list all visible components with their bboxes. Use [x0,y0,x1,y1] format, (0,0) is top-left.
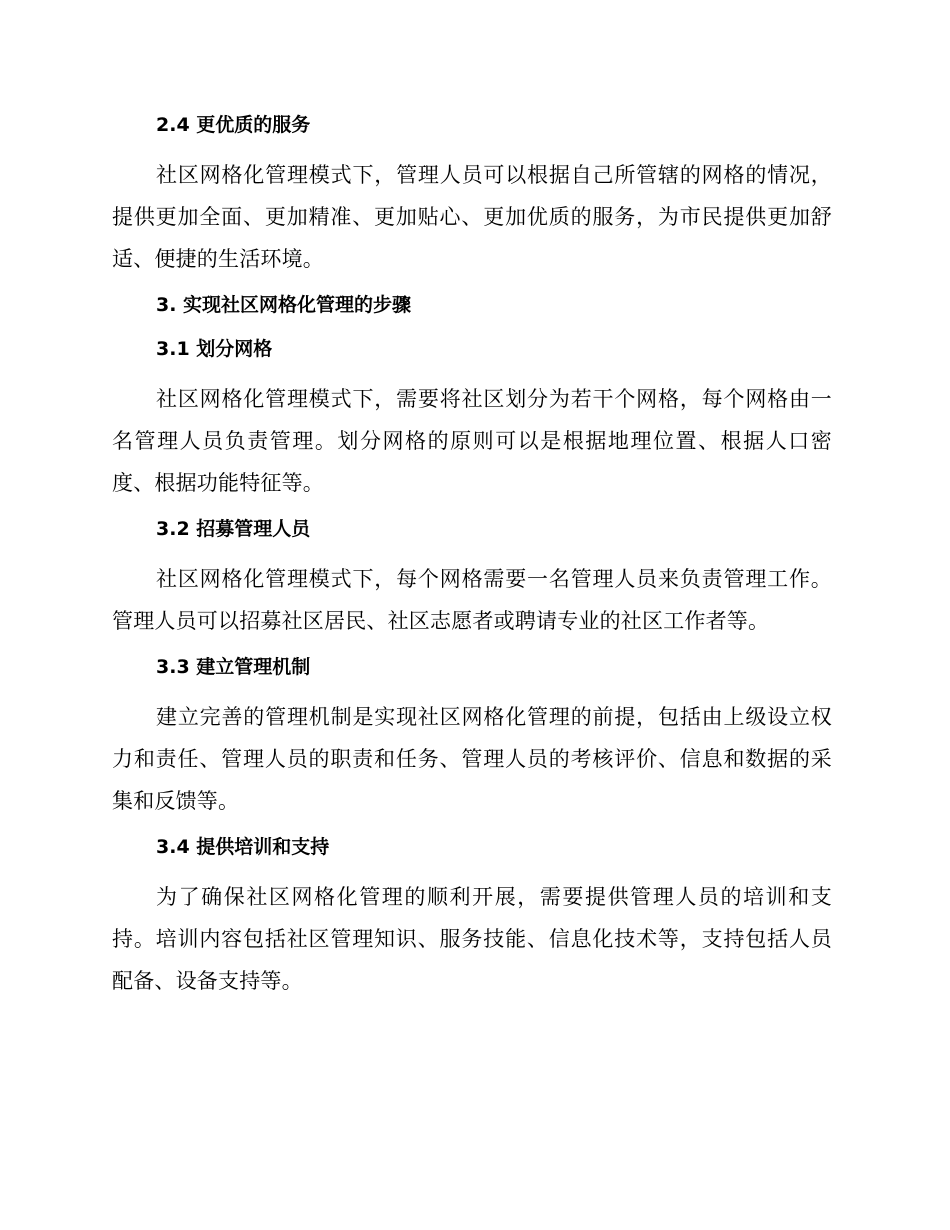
section-heading-3-3: 3.3 建立管理机制 [156,656,311,678]
section-paragraph-2-4: 社区网格化管理模式下，管理人员可以根据自己所管辖的网格的情况，提供更加全面、更加精准、更加贴心、更加优质的服务，为市民提供更加舒适、便捷的生活环境。 [112,163,832,271]
section-paragraph-3-4: 为了确保社区网格化管理的顺利开展，需要提供管理人员的培训和支持。培训内容包括社区管理知识、服务技能、信息化技术等，支持包括人员配备、设备支持等。 [112,885,832,993]
document-page [112,110,832,1002]
section-heading-3-1: 3.1 划分网格 [156,338,273,360]
section-heading-3-4: 3.4 提供培训和支持 [156,836,330,858]
section-paragraph-3-1: 社区网格化管理模式下，需要将社区划分为若干个网格，每个网格由一名管理人员负责管理。划分网格的原则可以是根据地理位置、根据人口密度、根据功能特征等。 [112,387,832,495]
section-heading-3-2: 3.2 招募管理人员 [156,518,311,540]
section-heading-2-4: 2.4 更优质的服务 [156,114,311,136]
section-heading-3: 3. 实现社区网格化管理的步骤 [156,294,412,316]
section-paragraph-3-2: 社区网格化管理模式下，每个网格需要一名管理人员来负责管理工作。管理人员可以招募社区居民、社区志愿者或聘请专业的社区工作者等。 [112,567,832,633]
section-paragraph-3-3: 建立完善的管理机制是实现社区网格化管理的前提，包括由上级设立权力和责任、管理人员的职责和任务、管理人员的考核评价、信息和数据的采集和反馈等。 [112,705,832,813]
